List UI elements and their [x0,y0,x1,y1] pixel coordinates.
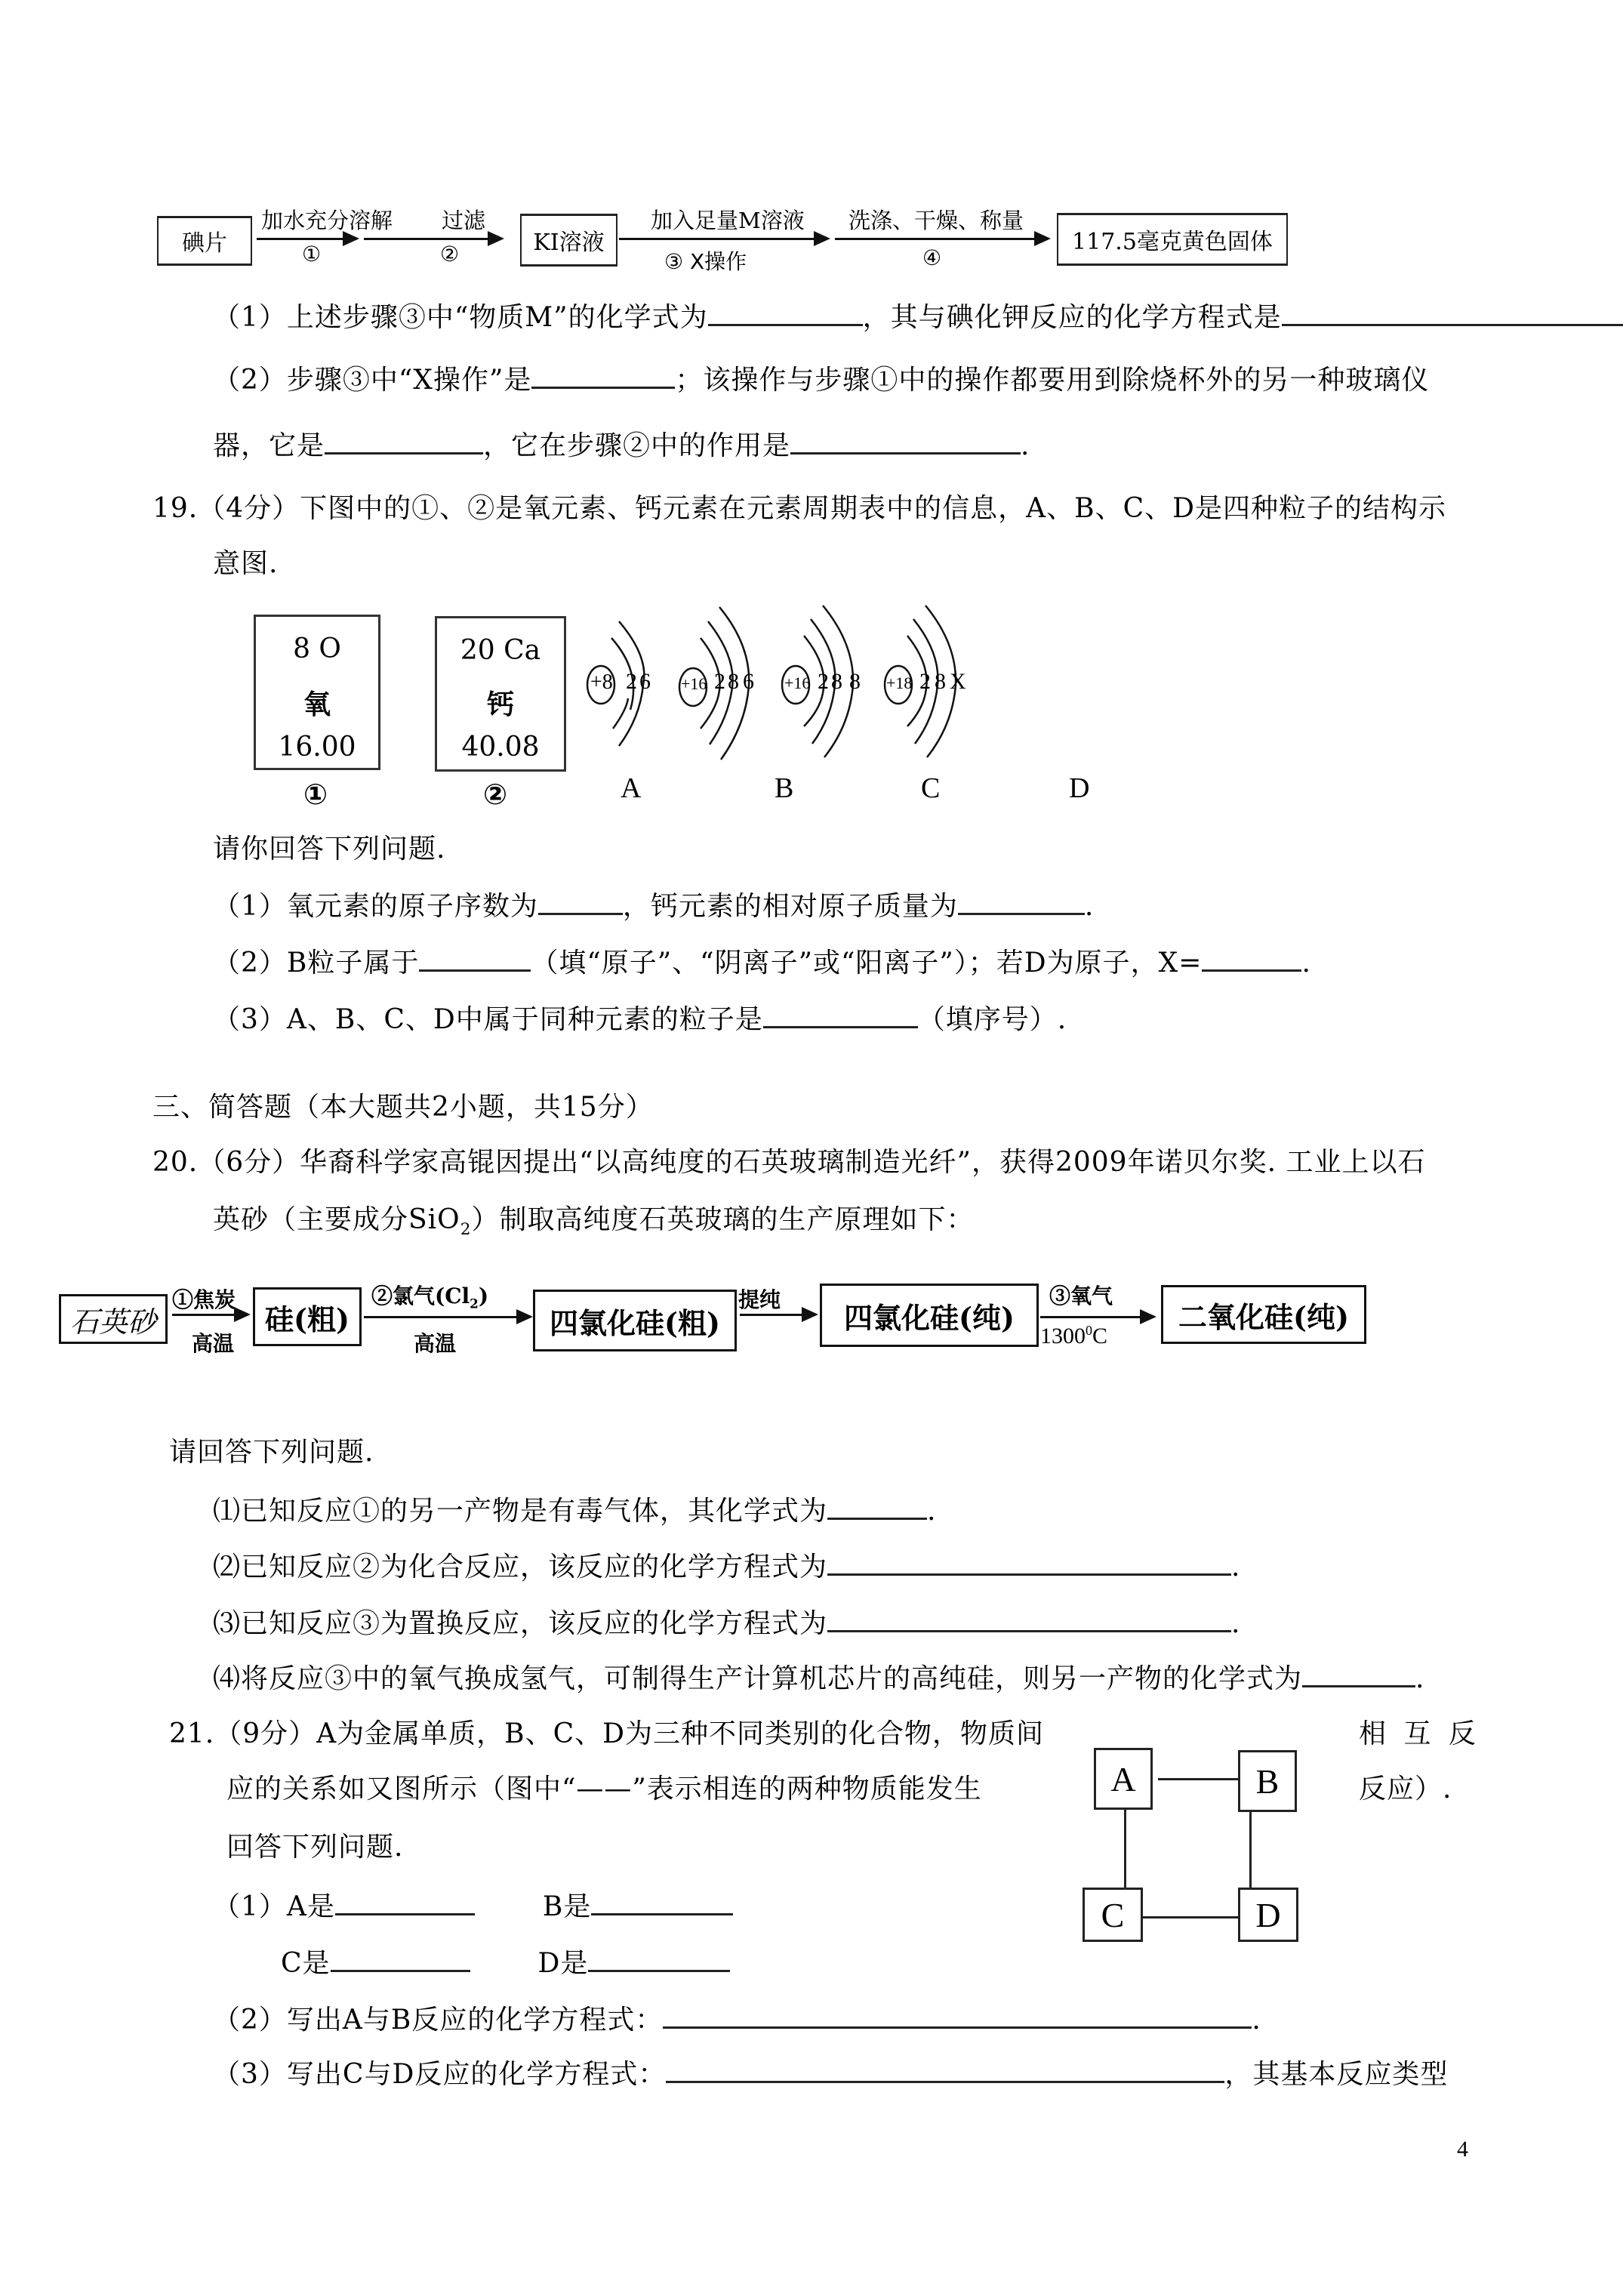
q21-question-1-row1: （1）A是 B是 [213,1888,733,1924]
atom-structure-diagrams [574,596,1140,808]
q20-intro-line2: 英砂（主要成分SiO$_2$）制取高纯度石英玻璃的生产原理如下： [213,1204,975,1240]
q19-question-3: （3）A、B、C、D中属于同种元素的粒子是 （填序号）. [213,1000,1067,1037]
atom-d-shell-1: 2 [919,669,931,694]
flow-box-crude-sicl4: 四氯化硅(粗) [533,1290,737,1351]
flow2-arrow-3 [740,1314,815,1316]
answer-blank-b[interactable] [591,1888,733,1915]
q20-intro-line1: 20.（6分）华裔科学家高锟因提出“以高纯度的石英玻璃制造光纤”，获得2009年诺贝尔奖. 工业上以石 [152,1147,1426,1178]
atom-d-shell-2: 8 [935,669,946,694]
answer-blank-calcium-mass[interactable] [958,887,1085,915]
q18-question-2-cont: 器，它是 ，它在步骤②中的作用是 . [213,427,1030,463]
atom-a-shell-1: 2 [626,669,637,694]
q21-line3: 回答下列问题. [226,1832,404,1863]
answer-blank-reaction-2[interactable] [827,1548,1231,1576]
answer-blank-a[interactable] [335,1888,475,1915]
q20-question-3: ⑶已知反应③为置换反应，该反应的化学方程式为 . [213,1604,1240,1641]
section-3-heading: 三、简答题（本大题共2小题，共15分） [152,1092,654,1123]
atom-c-label: C [921,772,941,804]
atom-a-label: A [621,772,642,804]
q20-question-1: ⑴已知反应①的另一产物是有毒气体，其化学式为 . [213,1492,936,1528]
flow2-step-1-bottom: 高温 [192,1331,235,1356]
q20-question-2: ⑵已知反应②为化合反应，该反应的化学方程式为 . [213,1548,1240,1584]
connector-a-b [1158,1778,1240,1780]
answer-blank-reaction-3[interactable] [827,1604,1231,1632]
atom-b-nucleus: +16 [681,674,707,693]
q19-question-2: （2）B粒子属于 （填“原子”、“阴离子”或“阳离子”）；若D为原子，X= . [213,944,1311,980]
flow-box-pure-sicl4: 四氯化硅(纯) [820,1284,1039,1347]
q19-question-1: （1）氧元素的原子序数为 ，钙元素的相对原子质量为 . [213,887,1094,923]
flow-step-1-bottom: ① [302,242,322,267]
answer-blank-oxygen-number[interactable] [538,887,623,915]
atom-b-shell-3: 6 [743,669,754,694]
answer-blank-b-particle[interactable] [419,944,531,972]
node-d: D [1238,1888,1298,1942]
answer-blank-x-value[interactable] [1202,944,1301,972]
atom-b-shell-1: 2 [714,669,725,694]
atom-b-label: B [775,772,794,804]
flow-step-2-bottom: ② [440,242,460,267]
flow2-step-2-bottom: 高温 [414,1331,457,1356]
flow2-step-3-top: 提纯 [738,1287,781,1312]
answer-blank-other-product[interactable] [1302,1660,1415,1687]
q21-question-3: （3）写出C与D反应的化学方程式： ，其基本反应类型 [213,2055,1448,2091]
answer-blank-substance-m[interactable] [708,298,863,326]
flow2-step-1-top: ①焦炭 [172,1287,236,1312]
q20-question-4: ⑷将反应③中的氧气换成氢气，可制得生产计算机芯片的高纯硅，则另一产物的化学式为 . [213,1660,1424,1696]
flow-step-4-top: 洗涤、干燥、称量 [848,208,1024,233]
answer-blank-c-d-equation[interactable] [666,2055,1224,2083]
flow2-arrow-4 [1040,1316,1153,1318]
atom-c-nucleus: +16 [784,673,811,692]
atom-c-shell-2: 8 [831,669,842,694]
answer-blank-toxic-gas[interactable] [827,1492,927,1520]
flow-arrow-1 [257,238,356,240]
flow-arrow-3 [619,238,827,240]
atom-c-shell-3: 8 [849,669,861,694]
flow2-step-4-bottom: 1300$^0$C [1040,1323,1108,1348]
flow2-arrow-1 [172,1314,248,1316]
page-number: 4 [1457,2137,1468,2162]
atom-c-shell-1: 2 [818,669,829,694]
answer-blank-same-element[interactable] [763,1000,918,1028]
flow-box-ki-solution: KI溶液 [520,214,617,267]
node-a: A [1094,1748,1153,1810]
q20-prompt: 请回答下列问题. [169,1437,374,1468]
q18-question-2: （2）步骤③中“X操作”是 ；该操作与步骤①中的操作都要用到除烧杯外的另一种玻璃仪 [213,361,1429,397]
q19-intro-line1: 19.（4分）下图中的①、②是氧元素、钙元素在元素周期表中的信息，A、B、C、D是四种粒子的结构示 [152,493,1447,524]
atom-a-nucleus: +8 [590,670,613,694]
q19-prompt: 请你回答下列问题. [213,834,446,864]
q21-line1: 21.（9分）A为金属单质，B、C、D为三种不同类别的化合物，物质间 [169,1718,1045,1749]
atom-b-shell-2: 8 [728,669,739,694]
flow-step-3-bottom: ③ X操作 [664,249,747,274]
atom-d-shell-3: X [950,669,966,694]
flow-step-4-bottom: ④ [922,245,942,270]
element-label-2: ② [483,778,508,811]
node-c: C [1083,1888,1143,1942]
flow2-step-2-top: ②氯气$(Cl_2)$ [371,1284,489,1311]
node-b: B [1238,1750,1297,1812]
flow-box-yellow-solid: 117.5毫克黄色固体 [1057,213,1288,266]
q19-intro-line2: 意图. [213,548,279,579]
periodic-cell-oxygen: 8 O 氧 16.00 [254,615,380,770]
q21-line1-right: 相 互 反 [1359,1718,1477,1749]
flow2-step-4-top: ③氧气 [1049,1284,1113,1308]
q18-question-1: （1）上述步骤③中“物质M”的化学式为 ，其与碘化钾反应的化学方程式是 [213,298,1623,334]
element-label-1: ① [303,778,328,811]
q21-line2-right: 反应）. [1359,1774,1452,1804]
answer-blank-equation[interactable] [1282,298,1623,326]
answer-blank-a-b-equation[interactable] [663,2001,1252,2029]
answer-blank-d[interactable] [588,1944,730,1972]
atom-d-nucleus: +18 [886,673,913,692]
answer-blank-instrument[interactable] [325,427,483,455]
flow-arrow-4 [835,238,1048,240]
flow-step-1-top: 加水充分溶解 [261,208,393,233]
flow-box-pure-sio2: 二氧化硅(纯) [1161,1285,1366,1344]
flow-step-2-top: 过滤 [442,208,486,233]
flow-arrow-2 [364,238,501,240]
atom-d-label: D [1069,772,1090,804]
connector-c-d [1141,1916,1240,1918]
flow-step-3-top: 加入足量M溶液 [651,208,805,233]
answer-blank-c[interactable] [331,1944,470,1972]
q21-line2: 应的关系如又图所示（图中“——”表示相连的两种物质能发生 [226,1774,982,1804]
periodic-cell-calcium: 20 Ca 钙 40.08 [435,616,566,772]
atom-a-shell-2: 6 [639,669,651,694]
flow-box-crude-silicon: 硅(粗) [253,1287,362,1346]
answer-blank-x-operation[interactable] [531,361,675,389]
flow-box-quartz-sand: 石英砂 [59,1294,168,1344]
flow-box-iodine-tablet: 碘片 [157,216,252,266]
q21-question-1-row2: C是 D是 [281,1944,730,1980]
answer-blank-function[interactable] [790,427,1021,455]
q21-question-2: （2）写出A与B反应的化学方程式： . [213,2001,1261,2037]
flow2-arrow-2 [364,1316,530,1318]
